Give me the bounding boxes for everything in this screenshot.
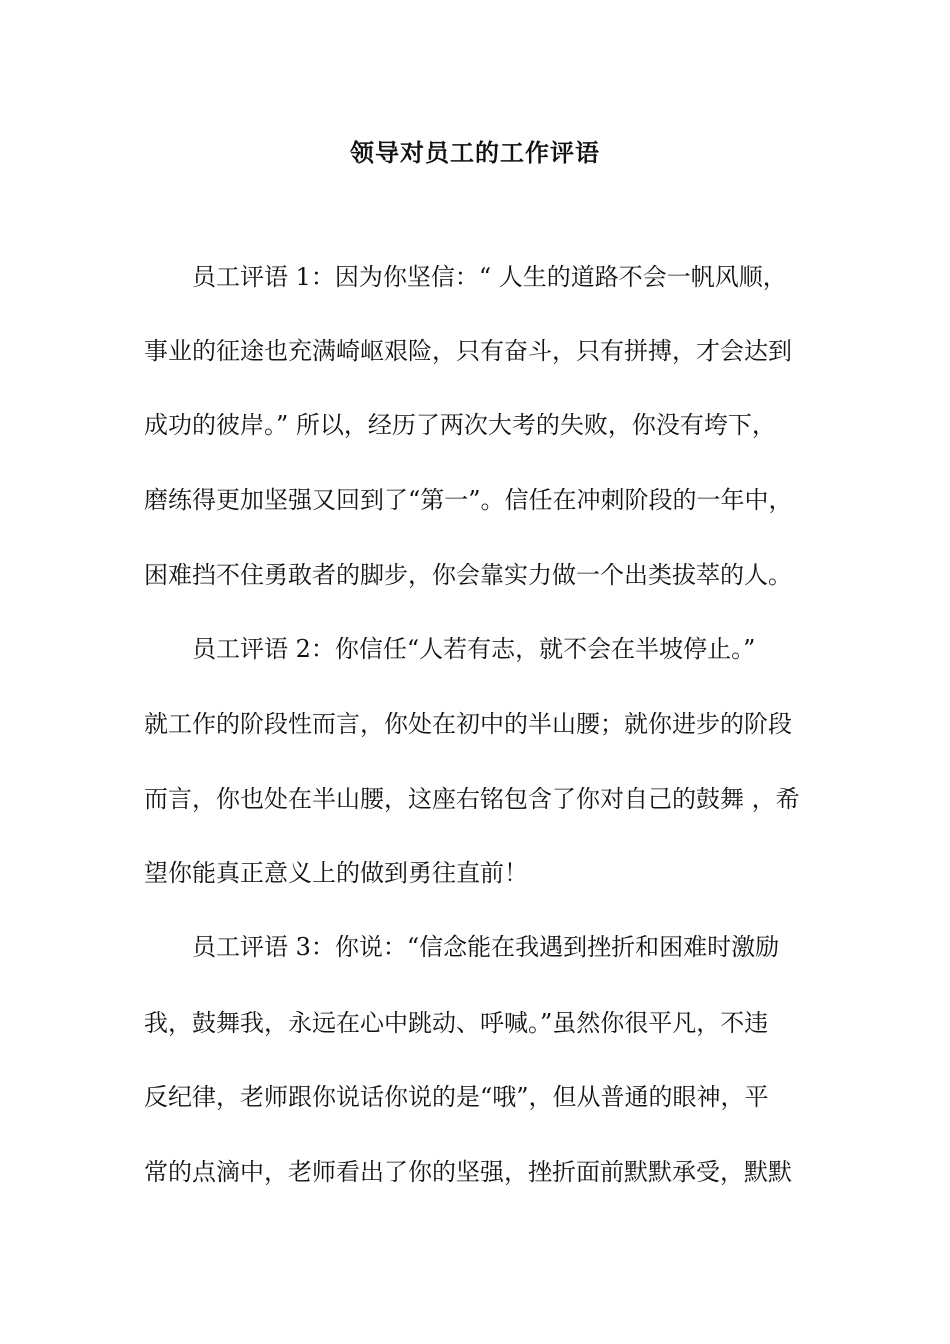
paragraph-3-line-1: 员工评语 3：你说：“信念能在我遇到挫折和困难时激励 — [192, 933, 780, 961]
paragraph-2-line-3: 而言，你也处在半山腰，这座右铭包含了你对自己的鼓舞 ，希 — [144, 785, 800, 813]
paragraph-2-line-1: 员工评语 2：你信任“人若有志，就不会在半坡停止。” — [192, 635, 756, 663]
document-title: 领导对员工的工作评语 — [350, 138, 600, 167]
paragraph-1-line-4: 磨练得更加坚强又回到了“第一”。信任在冲刺阶段的一年中， — [144, 486, 793, 514]
paragraph-1-line-1: 员工评语 1：因为你坚信：“ 人生的道路不会一帆风顺， — [192, 263, 787, 291]
paragraph-1-line-5: 困难挡不住勇敢者的脚步，你会靠实力做一个出类拔萃的人。 — [144, 561, 792, 589]
paragraph-1-line-3: 成功的彼岸。” 所以，经历了两次大考的失败，你没有垮下， — [144, 411, 776, 439]
paragraph-3-line-2: 我，鼓舞我，永远在心中跳动、呼喊。”虽然你很平凡，不违 — [144, 1009, 769, 1037]
paragraph-2-line-2: 就工作的阶段性而言，你处在初中的半山腰；就你进步的阶段 — [144, 710, 792, 738]
paragraph-1-line-2: 事业的征途也充满崎岖艰险，只有奋斗，只有拼搏，才会达到 — [144, 337, 792, 365]
paragraph-2-line-4: 望你能真正意义上的做到勇往直前！ — [144, 859, 528, 887]
paragraph-3-line-4: 常的点滴中，老师看出了你的坚强，挫折面前默默承受，默默 — [144, 1158, 792, 1186]
paragraph-3-line-3: 反纪律，老师跟你说话你说的是“哦”，但从普通的眼神，平 — [144, 1083, 769, 1111]
